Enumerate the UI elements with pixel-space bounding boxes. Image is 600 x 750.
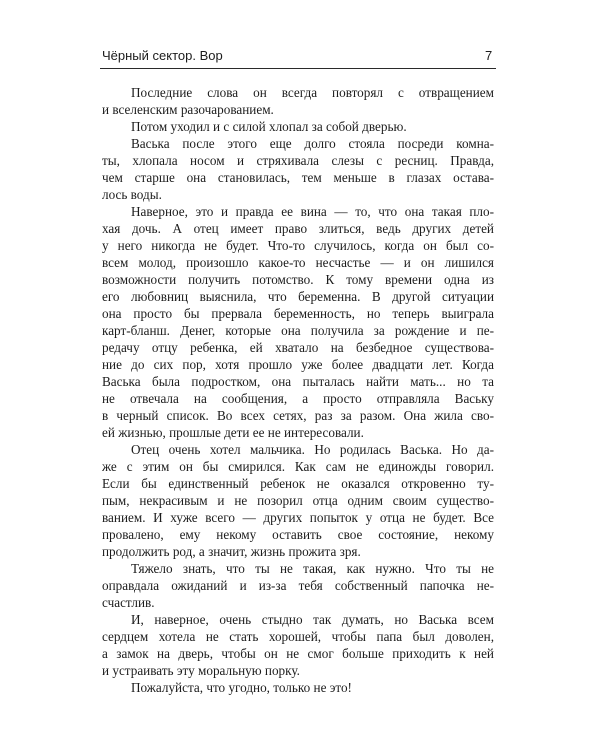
- text-line: всем молод, произошло какое-то несчастье — и он лишился: [102, 255, 494, 270]
- text-line: Пожалуйста, что угодно, только не это!: [131, 680, 352, 695]
- paragraph: [102, 560, 494, 611]
- text-line: Потом уходил и с силой хлопал за собой дверью.: [131, 119, 407, 134]
- text-line: его любовниц выяснила, что беременна. В другой ситуации: [102, 289, 494, 304]
- text-line: ты, хлопала носом и стряхивала слезы с ресниц. Правда,: [102, 153, 494, 168]
- page-number: 7: [485, 48, 493, 63]
- text-line: же с этим он бы смирился. Как сам не единожды говорил.: [102, 459, 494, 474]
- text-line: хая дочь. А отец имеет право злиться, ведь других детей: [102, 221, 494, 236]
- text-line: а замок на дверь, чтобы он не смог больше приходить к ней: [102, 646, 494, 661]
- paragraph: [102, 84, 494, 118]
- paragraph: [102, 611, 494, 679]
- running-header-title: Чёрный сектор. Вор: [102, 48, 223, 63]
- text-line: в черный список. Во всех сетях, раз за разом. Она жила сво-: [102, 408, 494, 423]
- paragraph: [102, 441, 494, 560]
- text-line: продолжить род, а значит, жизнь прожита зря.: [102, 544, 361, 559]
- paragraph: [102, 203, 494, 441]
- text-line: сердцем хотела не стать хорошей, чтобы папа был доволен,: [102, 629, 494, 644]
- text-line: лось воды.: [102, 187, 162, 202]
- paragraph: [102, 679, 494, 696]
- text-line: Последние слова он всегда повторял с отвращением: [131, 85, 494, 100]
- text-line: Васька после этого еще долго стояла посреди комна-: [131, 136, 494, 151]
- text-line: счастлив.: [102, 595, 155, 610]
- text-line: ванием. И хуже всего — других попыток у отца не будет. Все: [102, 510, 494, 525]
- text-line: оправдала ожиданий и из-за тебя собственный папочка не-: [102, 578, 494, 593]
- text-line: пым, некрасивым и не позорил отца одним своим существо-: [102, 493, 494, 508]
- text-line: Если бы единственный ребенок не оказался откровенно ту-: [102, 476, 494, 491]
- text-line: Отец очень хотел мальчика. Но родилась Васька. Но да-: [131, 442, 494, 457]
- text-line: Тяжело знать, что ты не такая, как нужно. Что ты не: [131, 561, 494, 576]
- text-line: чем старше она становилась, тем меньше в глазах остава-: [102, 170, 494, 185]
- text-line: ей жизнью, прошлые дети ее не интересовали.: [102, 425, 364, 440]
- text-line: Наверное, это и правда ее вина — то, что она такая пло-: [131, 204, 494, 219]
- text-line: не отвечала на сообщения, а просто отправляла Ваську: [102, 391, 494, 406]
- text-line: карт-бланш. Денег, которые она получила за рождение и пе-: [102, 323, 494, 338]
- text-line: и вселенским разочарованием.: [102, 102, 274, 117]
- text-line: и устраивать эту моральную порку.: [102, 663, 300, 678]
- paragraph: [102, 118, 494, 135]
- paragraph: [102, 135, 494, 203]
- text-line: редачу отцу ребенка, ей хватало на безбедное существова-: [102, 340, 494, 355]
- text-body: [102, 84, 494, 696]
- text-line: у него никогда не будет. Что-то случилось, когда он был со-: [102, 238, 494, 253]
- text-line: Васька была подростком, она пыталась найти мать... но та: [102, 374, 494, 389]
- text-line: ние до сих пор, хотя прошло уже более двадцати лет. Когда: [102, 357, 494, 372]
- header-rule: [100, 68, 496, 69]
- text-line: возможности получить потомство. К тому времени одна из: [102, 272, 494, 287]
- text-line: она просто бы прервала беременность, но теперь выиграла: [102, 306, 494, 321]
- text-line: провалено, ему некому оставить свое состояние, некому: [102, 527, 494, 542]
- text-line: И, наверное, очень стыдно так думать, но Васька всем: [131, 612, 494, 627]
